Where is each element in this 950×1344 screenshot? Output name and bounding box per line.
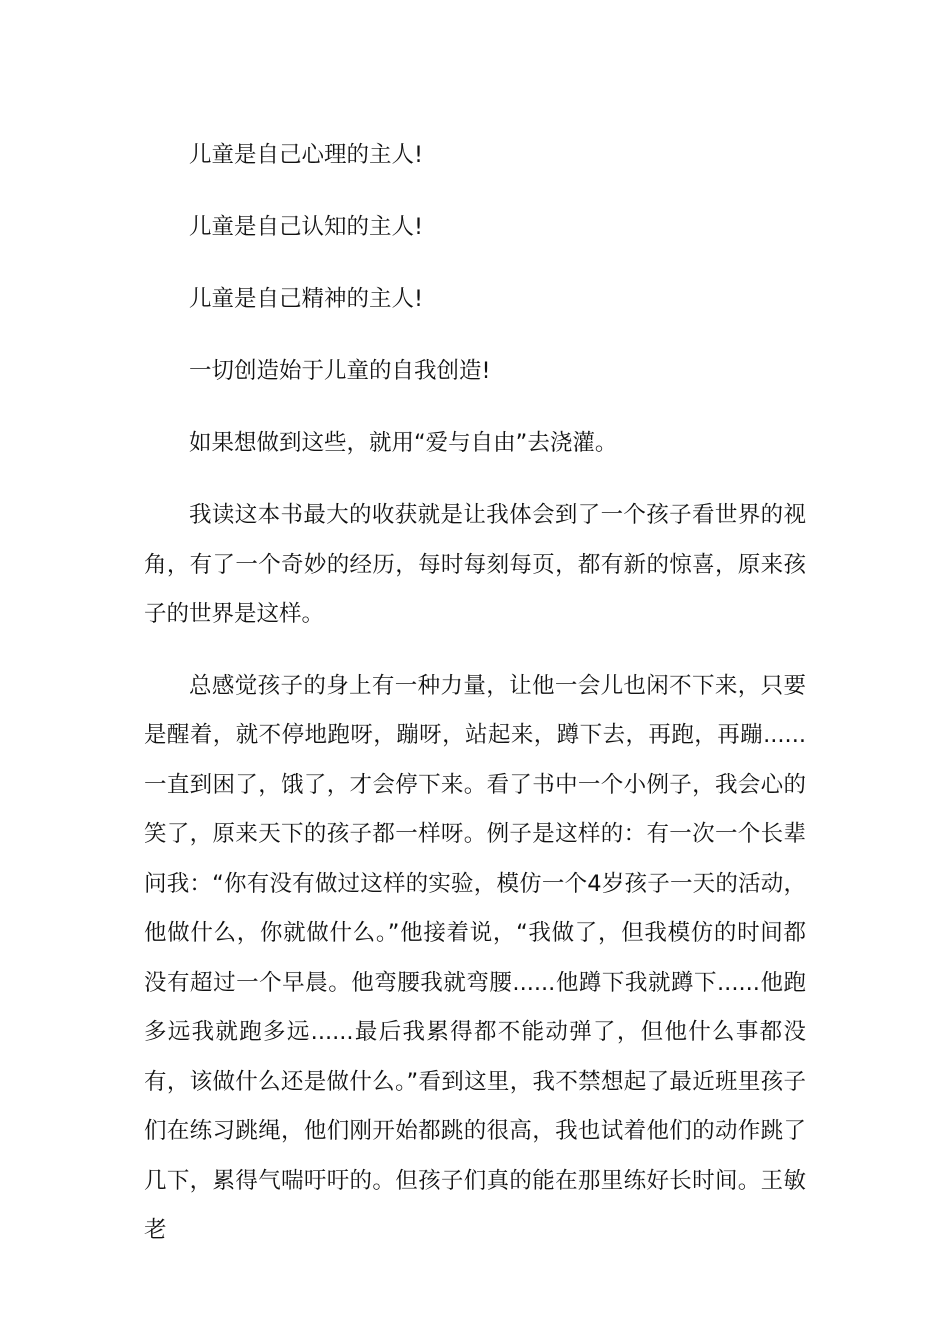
text-line-2: 儿童是自己认知的主人! xyxy=(189,214,424,240)
text-line-3: 儿童是自己精神的主人! xyxy=(189,286,424,312)
text-line-4: 一切创造始于儿童的自我创造! xyxy=(189,358,491,384)
text-line-1: 儿童是自己心理的主人! xyxy=(189,142,424,168)
text-line-5: 如果想做到这些，就用“爱与自由”去浇灌。 xyxy=(189,430,618,456)
paragraph-2: 总感觉孩子的身上有一种力量，让他一会儿也闲不下来，只要是醒着，就不停地跑呀，蹦呀，站起来，蹲下去，再跑，再蹦......一直到困了，饿了，才会停下来。看了书中一个小例子，我会心的笑了，原来天下的孩子都一样呀。例子是这样的：有一次一个长辈问我：“你有没有做过这样的实验，模仿一个4岁孩子一天的活动，他做什么，你就做什么。”他接着说，“我做了，但我模仿的时间都没有超过一个早晨。他弯腰我就弯腰......他蹲下我就蹲下......他跑多远我就跑多远......最后我累得都不能动弹了，但他什么事都没有，该做什么还是做什么。”看到这里，我不禁想起了最近班里孩子们在练习跳绳，他们刚开始都跳的很高，我也试着他们的动作跳了几下，累得气喘吁吁的。但孩子们真的能在那里练好长时间。王敏老 xyxy=(144,672,806,1243)
document-body xyxy=(144,131,806,1256)
paragraph-1: 我读这本书最大的收获就是让我体会到了一个孩子看世界的视角，有了一个奇妙的经历，每时每刻每页，都有新的惊喜，原来孩子的世界是这样。 xyxy=(144,502,806,627)
